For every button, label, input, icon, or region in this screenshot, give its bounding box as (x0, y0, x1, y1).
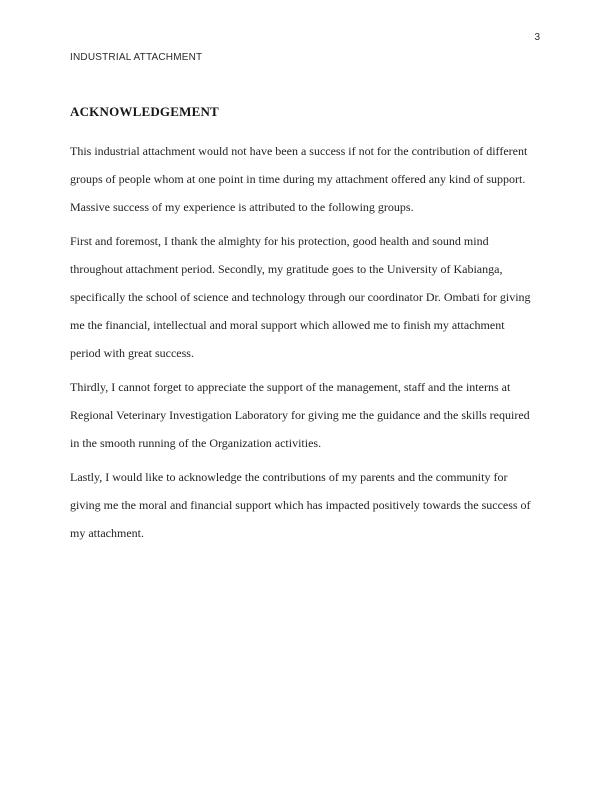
text-line: giving me the moral and financial support which has impacted positively towards the success of (70, 498, 531, 512)
body-paragraphs (70, 137, 540, 547)
text-line: throughout attachment period. Secondly, my gratitude goes to the University of Kabianga, (70, 262, 503, 276)
text-line: Massive success of my experience is attributed to the following groups. (70, 200, 414, 214)
text-line: in the smooth running of the Organization activities. (70, 436, 322, 450)
text-line: specifically the school of science and technology through our coordinator Dr. Ombati for giving (70, 290, 531, 304)
text-line: my attachment. (70, 526, 144, 540)
page-number: 3 (534, 32, 540, 43)
paragraph (70, 373, 540, 457)
text-line: groups of people whom at one point in time during my attachment offered any kind of support. (70, 172, 526, 186)
text-line: First and foremost, I thank the almighty for his protection, good health and sound mind (70, 234, 489, 248)
text-line: Thirdly, I cannot forget to appreciate the support of the management, staff and the interns at (70, 380, 511, 394)
paragraph (70, 227, 540, 367)
text-line: period with great success. (70, 346, 194, 360)
text-line: This industrial attachment would not have been a success if not for the contribution of different (70, 144, 528, 158)
text-line: Lastly, I would like to acknowledge the contributions of my parents and the community for (70, 470, 508, 484)
page-content (70, 104, 540, 553)
running-head: INDUSTRIAL ATTACHMENT (70, 52, 203, 63)
paragraph (70, 463, 540, 547)
text-line: me the financial, intellectual and moral support which allowed me to finish my attachment (70, 318, 505, 332)
text-line: Regional Veterinary Investigation Laboratory for giving me the guidance and the skills required (70, 408, 530, 422)
section-heading: ACKNOWLEDGEMENT (70, 104, 219, 119)
paragraph (70, 137, 540, 221)
